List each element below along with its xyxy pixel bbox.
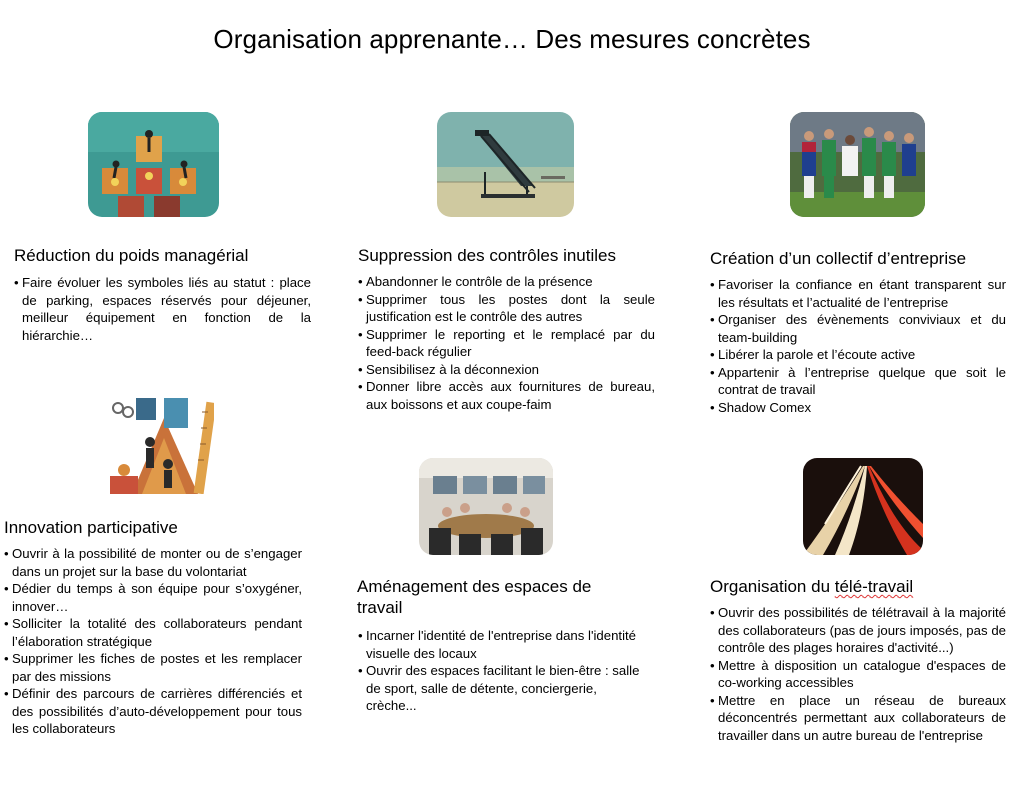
managerial-list [14,274,311,344]
espaces-list [358,627,650,715]
list-item: • Ouvrir à la possibilité de monter ou de s’engager dans un projet sur la base du volontariat [4,545,302,580]
list-item: • Supprimer le reporting et le remplacé par du feed-back régulier [358,326,655,361]
page-title: Organisation apprenante… Des mesures concrètes [213,24,811,54]
list-item: • Faire évoluer les symboles liés au statut : place de parking, espaces réservés pour déjeuner, meilleur équipement en fonction de la hiérarchie… [14,274,311,344]
list-item: • Supprimer tous les postes dont la seule justification est le contrôle des autres [358,291,655,326]
innovation-illustration [106,398,214,494]
list-item: • Mettre à disposition un catalogue d'espaces de co-working accessibles [710,657,1006,692]
list-item: • Supprimer les fiches de postes et les remplacer par des missions [4,650,302,685]
list-item: • Libérer la parole et l’écoute active [710,346,1006,364]
teletravail-heading [710,576,913,597]
controles-list [358,273,655,413]
list-item: • Mettre en place un réseau de bureaux déconcentrés permettant aux collaborateurs de travailler dans un autre bureau de l'entreprise [710,692,1006,745]
list-item: • Favoriser la confiance en étant transparent sur les résultats et l’actualité de l’entreprise [710,276,1006,311]
list-item: • Donner libre accès aux fournitures de bureau, aux boissons et aux coupe-faim [358,378,655,413]
espaces-heading: Aménagement des espaces de travail [357,577,592,617]
list-item: • Ouvrir des possibilités de télétravail à la majorité des collaborateurs (pas de jours imposés, pas de contrôle des plages horaires d'activité...) [710,604,1006,657]
list-item: • Définir des parcours de carrières différenciés et des possibilités d’auto-développement pour tous les collaborateurs [4,685,302,738]
managerial-illustration [88,112,219,217]
list-item: • Appartenir à l’entreprise quelque que soit le contrat de travail [710,364,1006,399]
collectif-heading: Création d’un collectif d’entreprise [710,249,967,268]
airplane-stairs-photo [437,112,574,217]
teletravail-heading-prefix: Organisation du [710,577,835,596]
innovation-list [4,545,302,738]
list-item: • Solliciter la totalité des collaborateurs pendant l’élaboration stratégique [4,615,302,650]
teletravail-list [710,604,1006,744]
list-item: • Dédier du temps à son équipe pour s’oxygéner, innover… [4,580,302,615]
innovation-heading: Innovation participative [4,518,178,537]
list-item: • Organiser des évènements conviviaux et du team-building [710,311,1006,346]
controles-heading: Suppression des contrôles inutiles [358,246,616,265]
teletravail-heading-word: télé-travail [834,577,914,596]
list-item: • Sensibilisez à la déconnexion [358,361,655,379]
list-item: • Ouvrir des espaces facilitant le bien-être : salle de sport, salle de détente, conciergerie, crèche... [358,662,650,715]
list-item: • Shadow Comex [710,399,1006,417]
managerial-heading: Réduction du poids managérial [14,246,249,265]
list-item: • Abandonner le contrôle de la présence [358,273,655,291]
collectif-list [710,276,1006,416]
list-item: • Incarner l'identité de l'entreprise dans l'identité visuelle des locaux [358,627,650,662]
meeting-room-photo [419,458,553,555]
light-trails-photo [803,458,923,555]
football-team-photo [790,112,925,217]
